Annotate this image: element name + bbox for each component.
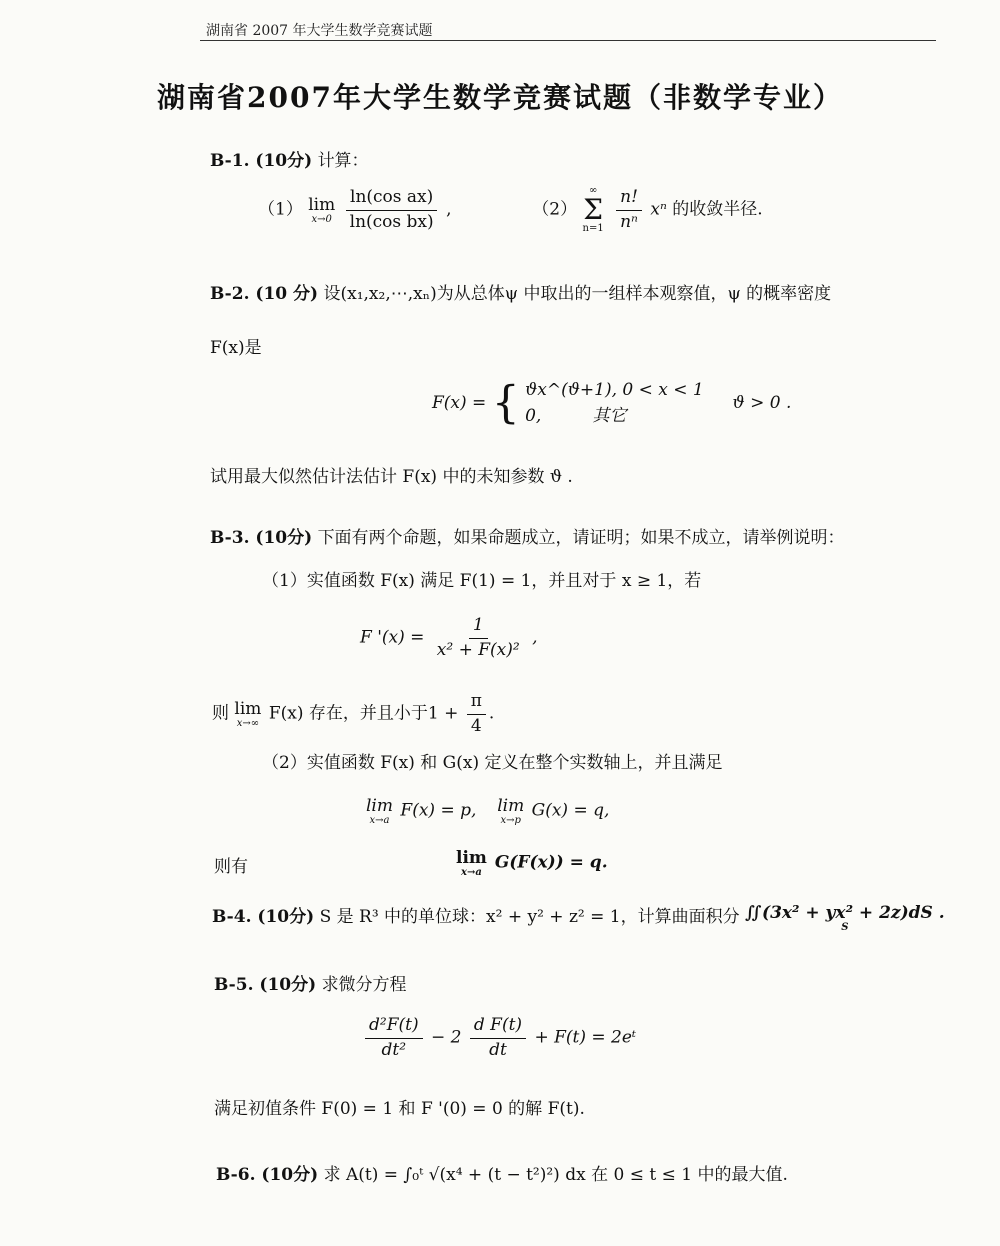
problem-b3-conclusion: 则 lim x→∞ F(x) 存在，并且小于1 + $\frac{\pi}{4}$ . [212,691,495,736]
fraction-numerator: n! [616,188,642,211]
fraction-denominator: dt [489,1039,507,1060]
fraction-factorial [616,188,642,232]
fraction-denominator: x² + F(x)² [436,639,520,660]
problem-b4-label: B-4. (10分) [212,907,315,927]
problem-b2-line2: F(x)是 [210,338,262,358]
problem-b5-condition: 满足初值条件 F(0) = 1 和 F '(0) = 0 的解 F(t). [214,1099,585,1119]
fraction-ln-cos [346,188,438,232]
fraction-denominator: 4 [470,715,482,736]
equation-rhs: + F(t) = 2eᵗ [534,1027,637,1048]
problem-b1-heading [210,146,369,171]
density-condition: ϑ > 0 . [732,393,792,413]
problem-b3-final: lim x→a G(F(x)) = q. [456,848,608,878]
sum-upper: ∞ [588,185,598,196]
fraction-numerator: d F(t) [470,1016,526,1039]
problem-b3-intro: 下面有两个命题，如果命题成立，请证明；如果不成立，请举例说明： [317,528,845,548]
limit-subscript: x→a [461,867,482,878]
fraction-numerator: π [467,692,486,715]
problem-b5-heading [214,970,407,995]
problem-b3-part1: （1）实值函数 F(x) 满足 F(1) = 1，并且对于 x ≥ 1，若 [262,571,702,591]
fraction-numerator: ln(cos ax) [346,188,437,211]
fraction-denominator: ln(cos bx) [349,211,434,232]
problem-b2-line1 [210,279,831,304]
limit-subscript: x→0 [311,214,332,225]
conclusion-text: F(x) 存在，并且小于1 + [268,703,459,724]
problem-b2-density: F(x) = { ϑx^(ϑ+1), 0 < x < 1 0, 其它 ϑ > 0 . [432,377,792,429]
summation-operator: ∞ Σ n=1 [582,185,604,234]
problem-b2-label: B-2. (10 分) [210,284,319,304]
ode-lhs: F '(x) = [360,627,425,648]
limit-body: G(x) = q, [531,800,610,821]
problem-b4-text: S 是 R³ 中的单位球：x² + y² + z² = 1，计算曲面积分 [319,907,740,927]
fraction-numerator: d²F(t) [365,1016,423,1039]
limit-subscript: x→∞ [236,718,260,730]
problem-b1-intro: 计算： [317,151,369,171]
part2-tail: 的收敛半径. [672,199,763,220]
fraction-numerator: 1 [469,616,488,639]
equation-middle: − 2 [431,1027,462,1048]
problem-b5-intro: 求微分方程 [321,975,407,995]
sum-lower: n=1 [582,223,604,234]
page-title: 湖南省2007年大学生数学竞赛试题（非数学专业） [157,81,843,114]
problem-b6-text: 求 A(t) = ∫₀ᵗ √(x⁴ + (t − t²)²) dx 在 0 ≤ t ≤ 1 中的最大值. [323,1165,788,1185]
density-case2: 0, 其它 [525,405,627,426]
part1-number: （1） [258,199,303,220]
fraction-denominator: nⁿ [620,211,638,232]
problem-b5-equation [362,1016,636,1060]
problem-b1-formulas: （1） lim x→0 $\frac{\text{ln(cos ax)}}{\text{ln(cos bx)}}$ , （2） ∞ Σ n=1 $\frac{n!}{\text{nⁿ}}$ xⁿ 的收敛半径. [258,185,763,234]
density-case1: ϑx^(ϑ+1), 0 < x < 1 [525,380,704,400]
part2-number: （2） [532,199,578,220]
problem-b2-text: 设(x₁,x₂,⋯,xₙ)为从总体ψ 中取出的一组样本观察值，ψ 的概率密度 [323,284,832,304]
problem-b4 [212,902,947,933]
fraction-denominator: dt² [381,1039,407,1060]
problem-b3-ode: F '(x) = $\frac{1}{\text{x² + F(x)²}}$ , [360,615,538,660]
limit-body: F(x) = p, [400,800,477,821]
problem-b3-limits: lim x→a F(x) = p, lim x→p G(x) = q, [366,796,610,826]
surface-integral: ∬(3x² + yx² + 2z)dS . [745,902,945,923]
problem-b5-label: B-5. (10分) [214,975,317,995]
conclusion-prefix: 则 [212,703,229,724]
limit-operator: lim x→0 [308,195,336,225]
problem-b1-label: B-1. (10分) [210,151,313,171]
problem-b3-then: 则有 [214,857,248,877]
integral-subscript: S [841,921,849,933]
problem-b6 [216,1160,788,1185]
problem-b3-label: B-3. (10分) [210,528,313,548]
running-header: 湖南省 2007 年大学生数学竞赛试题 [206,23,433,39]
problem-b2-line3: 试用最大似然估计法估计 F(x) 中的未知参数 ϑ . [210,467,573,487]
limit-subscript: x→a [369,815,390,826]
problem-b6-label: B-6. (10分) [216,1165,319,1185]
problem-b3-part2: （2）实值函数 F(x) 和 G(x) 定义在整个实数轴上，并且满足 [262,753,723,773]
final-statement: G(F(x)) = q. [494,852,608,873]
limit-subscript: x→p [500,815,521,826]
problem-b3-heading [210,523,845,548]
header-rule [200,40,936,41]
